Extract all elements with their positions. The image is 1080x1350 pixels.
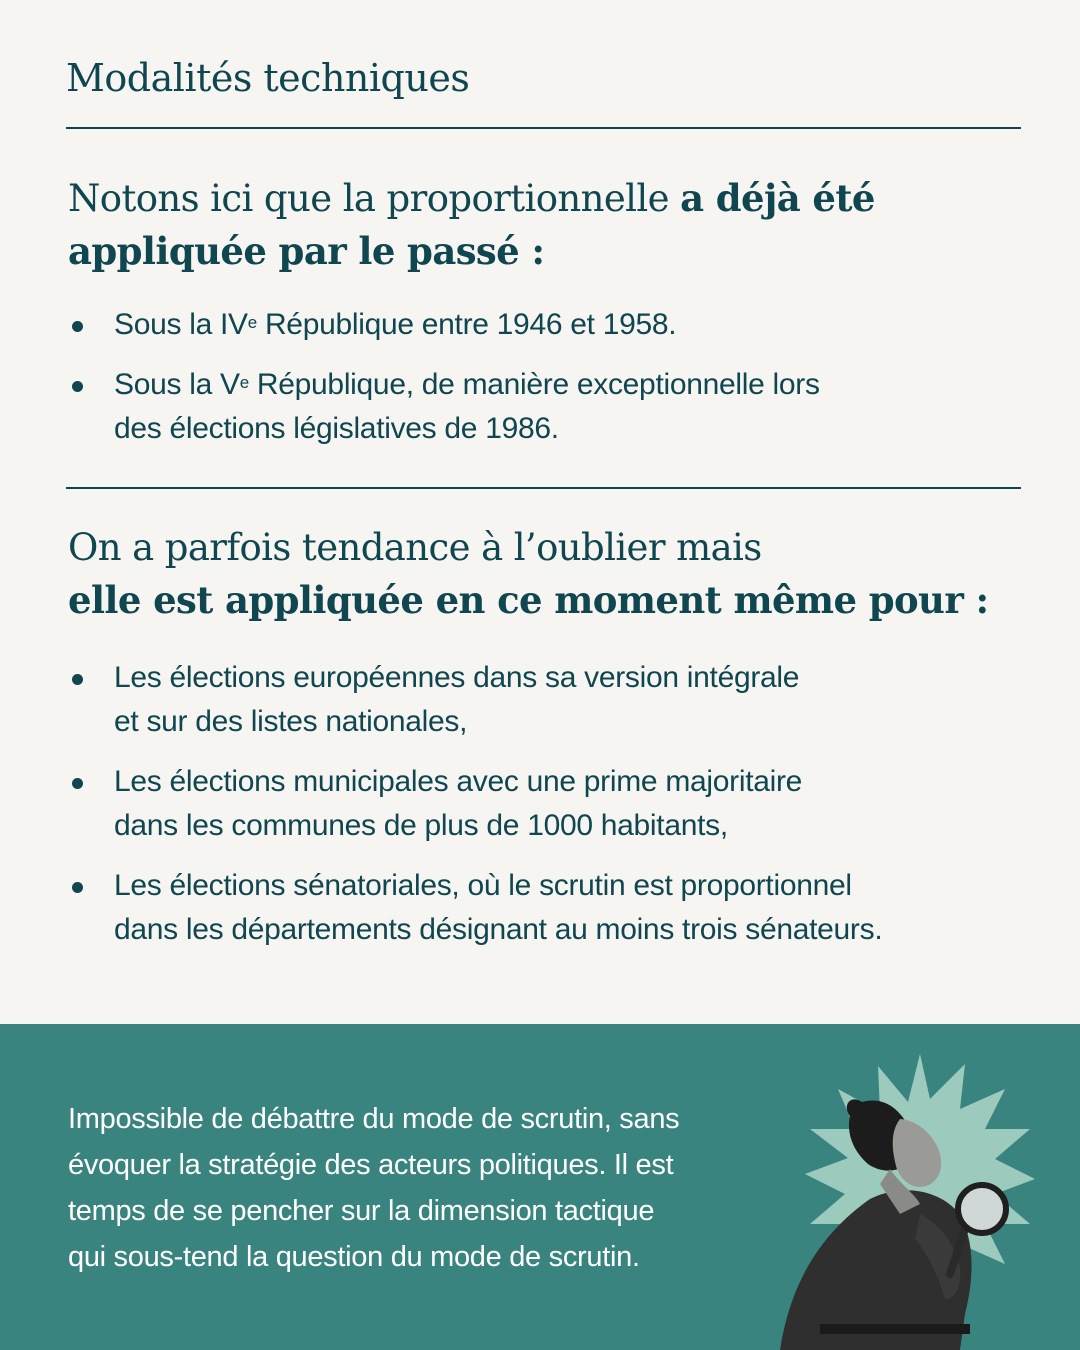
list-item xyxy=(72,303,1032,347)
list-item-text-post: République, de manière exceptionnelle lors xyxy=(248,368,820,401)
list-item-text-line2: des élections législatives de 1986. xyxy=(114,412,559,445)
lead-paragraph-past xyxy=(68,172,998,278)
page-title: Modalités techniques xyxy=(66,56,470,100)
bullet-icon xyxy=(72,321,83,332)
footer-line: évoquer la stratégie des acteurs politiques. Il est xyxy=(68,1149,674,1181)
lead-text-plain: On a parfois tendance à l’oublier mais xyxy=(68,526,762,569)
list-item-text-line2: et sur des listes nationales, xyxy=(114,705,468,738)
footer-line: qui sous-tend la question du mode de scrutin. xyxy=(68,1241,640,1273)
lead-text-bold-2: appliquée par le passé : xyxy=(68,229,545,273)
woman-with-magnifying-glass-icon xyxy=(750,1024,1080,1350)
divider-top xyxy=(66,127,1021,129)
past-applications-list xyxy=(72,303,1032,467)
lead-text-bold: elle est appliquée en ce moment même pour : xyxy=(68,578,989,622)
footer-line: temps de se pencher sur la dimension tactique xyxy=(68,1195,655,1227)
list-item xyxy=(72,864,1032,952)
list-item-text-line1: Les élections européennes dans sa version intégrale xyxy=(114,661,800,694)
bullet-icon xyxy=(72,381,83,392)
list-item xyxy=(72,760,1032,848)
list-item-text-line2: dans les communes de plus de 1000 habitants, xyxy=(114,809,728,842)
list-item-text-pre: Sous la IV xyxy=(114,308,248,341)
lead-paragraph-current xyxy=(68,522,998,627)
footer-line: Impossible de débattre du mode de scrutin, sans xyxy=(68,1103,680,1135)
lead-text-bold-1: a déjà été xyxy=(680,176,875,220)
list-item-text xyxy=(114,363,1032,407)
lead-text-plain: Notons ici que la proportionnelle xyxy=(68,177,681,220)
ordinal-suffix: e xyxy=(239,373,249,392)
bullet-icon xyxy=(72,882,83,893)
figure-belt xyxy=(820,1324,970,1334)
list-item xyxy=(72,656,1032,744)
list-item-text-post: République entre 1946 et 1958. xyxy=(256,308,677,341)
footer-text xyxy=(68,1096,808,1280)
list-item-text-line1: Les élections sénatoriales, où le scrutin est proportionnel xyxy=(114,869,852,902)
bullet-icon xyxy=(72,674,83,685)
bullet-icon xyxy=(72,778,83,789)
list-item xyxy=(72,363,1032,451)
list-item-text xyxy=(114,303,1032,347)
divider-middle xyxy=(66,487,1021,489)
current-applications-list xyxy=(72,656,1032,968)
list-item-text-line2: dans les départements désignant au moins trois sénateurs. xyxy=(114,913,883,946)
list-item-text-pre: Sous la V xyxy=(114,368,240,401)
list-item-text-line1: Les élections municipales avec une prime majoritaire xyxy=(114,765,803,798)
ordinal-suffix: e xyxy=(247,313,257,332)
footer-banner xyxy=(0,1024,1080,1350)
